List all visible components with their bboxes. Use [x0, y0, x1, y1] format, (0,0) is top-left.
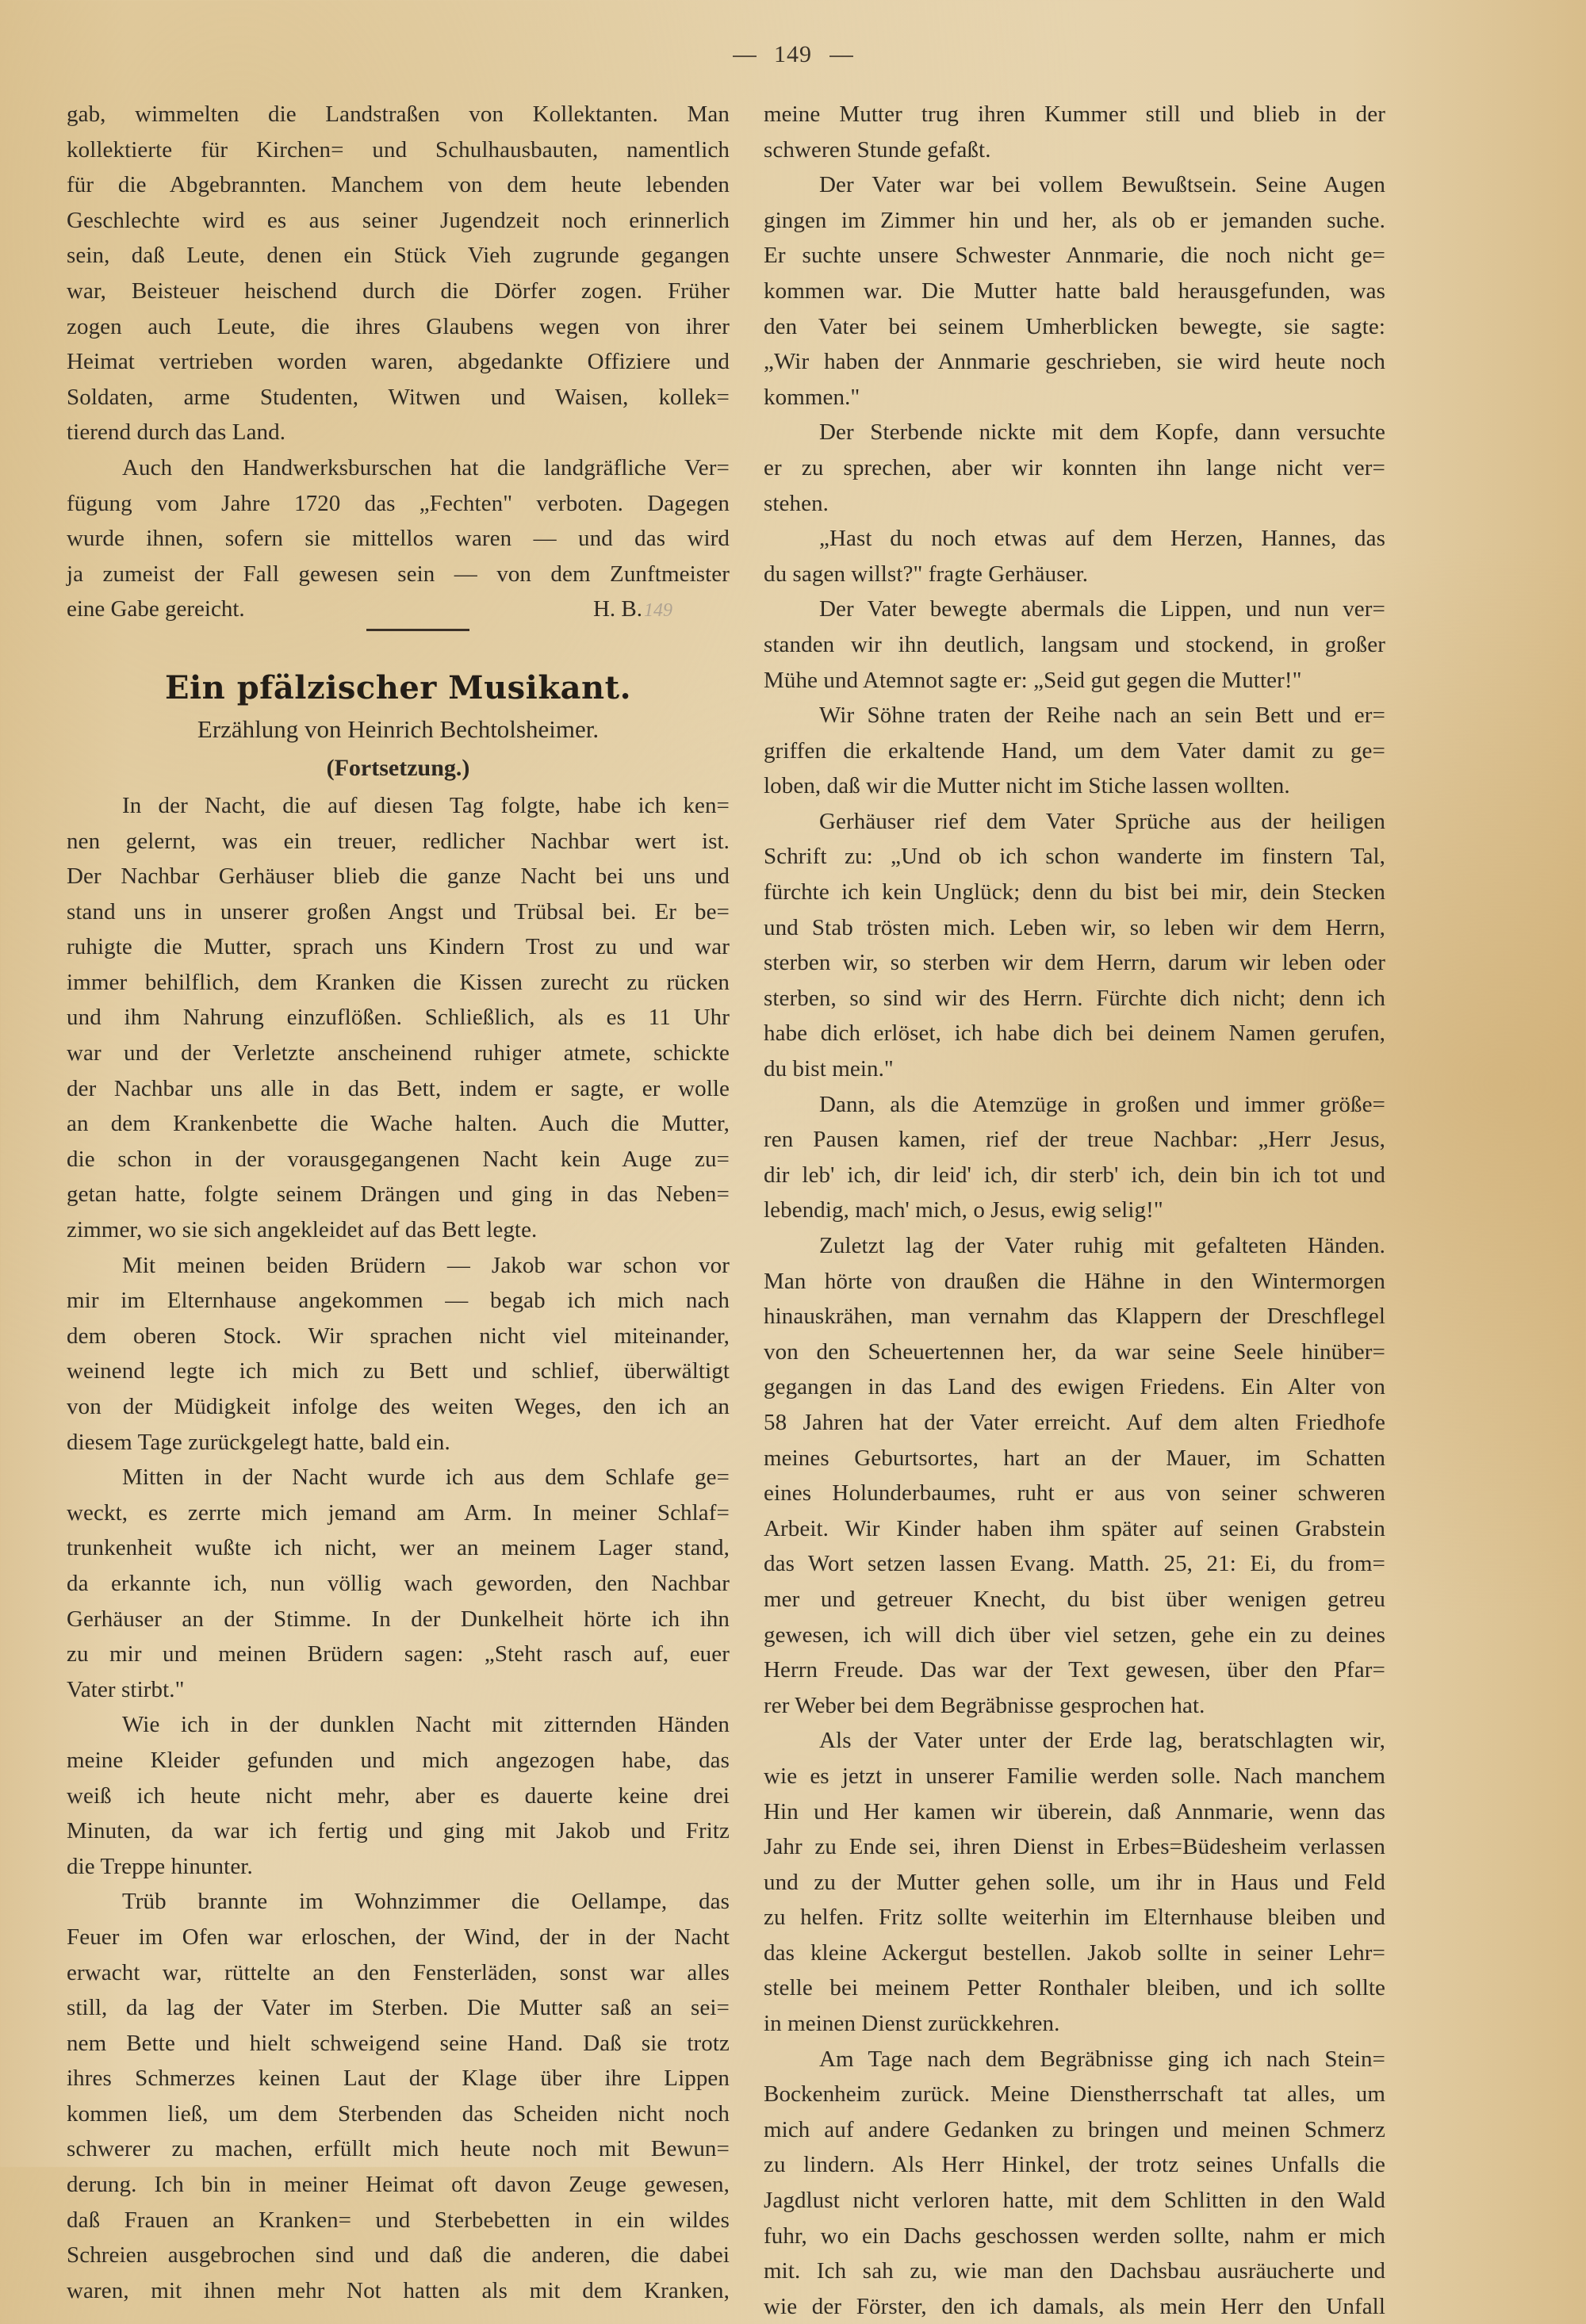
text-line: Mit meinen beiden Brüdern — Jakob war schon vor	[122, 1252, 730, 1278]
text-line: kollektierte für Kirchen= und Schulhausbauten, namentlich	[67, 136, 730, 163]
text-line: waren, mit ihnen mehr Not hatten als mit dem Kranken,	[67, 2277, 730, 2303]
text-line: zu lindern. Als Herr Hinkel, der trotz seines Unfalls die	[764, 2152, 1385, 2178]
paragraph	[764, 1087, 1385, 1228]
intro-last-line: eine Gabe gereicht.	[67, 596, 245, 622]
signature-row	[67, 592, 730, 627]
text-line: meine Kleider gefunden und mich angezogen habe, das	[67, 1747, 730, 1773]
text-line: wie der Förster, den ich damals, als mein Herr den Unfall	[764, 2293, 1385, 2319]
text-line: in meinen Dienst zurückkehren.	[764, 2011, 1060, 2037]
text-line: stelle bei meinem Petter Ronthaler bleiben, und ich sollte	[764, 1975, 1385, 2001]
author-signature	[593, 592, 672, 629]
text-line: derung. Ich bin in meiner Heimat oft davon Zeuge gewesen,	[67, 2172, 730, 2198]
paragraph	[764, 415, 1385, 521]
text-line: von der Müdigkeit infolge des weiten Weges, den ich an	[67, 1394, 730, 1419]
text-line: mich auf andere Gedanken zu bringen und meinen Schmerz	[764, 2116, 1385, 2142]
text-line: Der Nachbar Gerhäuser blieb die ganze Nacht bei uns und	[67, 863, 730, 890]
text-line: diesem Tage zurückgelegt hatte, bald ein.	[67, 1429, 450, 1455]
text-line: kommen."	[764, 384, 860, 410]
text-line: er zu sprechen, aber wir konnten ihn lange nicht ver=	[764, 454, 1385, 480]
text-line: den Vater bei seinem Umherblicken bewegte, sie sagte:	[764, 313, 1385, 339]
text-line: war und der Verletzte anscheinend ruhiger atmete, schickte	[67, 1040, 730, 1066]
text-line: wurde ihnen, sofern sie mittellos waren — und das wird	[67, 526, 730, 552]
text-line: stand uns in unserer großen Angst und Trübsal bei. Er be=	[67, 898, 730, 925]
text-line: an dem Krankenbette die Wache halten. Auch die Mutter,	[67, 1111, 730, 1137]
text-line: weiß ich heute nicht mehr, aber es dauerte keine drei	[67, 1782, 730, 1809]
text-line: Soldaten, arme Studenten, Witwen und Waisen, kollek=	[67, 384, 730, 410]
text-line: Dann, als die Atemzüge in großen und immer größe=	[819, 1091, 1385, 1117]
intro-paragraph	[67, 97, 730, 450]
text-line: zu mir und meinen Brüdern sagen: „Steht rasch auf, euer	[67, 1641, 730, 1667]
text-line: eines Holunderbaumes, ruht er aus von seiner schweren	[764, 1480, 1385, 1507]
text-line: kommen war. Die Mutter hatte bald herausgefunden, was	[764, 278, 1385, 304]
article-title: Ein pfälzischer Musikant.	[165, 668, 631, 706]
text-line: Er suchte unsere Schwester Annmarie, die noch nicht ge=	[764, 243, 1385, 269]
text-line: ruhigte die Mutter, sprach uns Kindern Trost zu und war	[67, 934, 730, 960]
text-line: das kleine Ackergut bestellen. Jakob sollte in seiner Lehr=	[764, 1939, 1385, 1966]
text-line: Wie ich in der dunklen Nacht mit zitternden Händen	[122, 1712, 730, 1738]
article-subtitle: Erzählung von Heinrich Bechtolsheimer.	[197, 714, 600, 743]
paragraph	[67, 97, 730, 450]
signature-initials: H. B.	[592, 596, 642, 622]
text-line: von den Scheuertennen her, da war seine Seele hinüber=	[764, 1338, 1385, 1365]
text-line: trunkenheit wußte ich nicht, wer an meinem Lager stand,	[67, 1535, 730, 1561]
paragraph	[764, 592, 1385, 698]
text-line: hinauskrähen, man vernahm das Klappern der Dreschflegel	[764, 1304, 1385, 1330]
text-line: griffen die erkaltende Hand, um dem Vater damit zu ge=	[764, 737, 1385, 764]
paragraph	[764, 97, 1385, 167]
text-line: Der Vater bewegte abermals die Lippen, und nun ver=	[819, 596, 1385, 622]
paragraph	[67, 1707, 730, 1884]
text-line: kommen ließ, um dem Sterbenden das Scheiden nicht noch	[67, 2100, 730, 2127]
text-line: Der Vater war bei vollem Bewußtsein. Seine Augen	[819, 172, 1385, 198]
text-line: dem oberen Stock. Wir sprachen nicht viel miteinander,	[67, 1323, 730, 1349]
text-line: stehen.	[764, 490, 829, 516]
page-number-dash-right	[829, 56, 853, 57]
text-line: für die Abgebrannten. Manchem von dem heute lebenden	[67, 172, 730, 198]
text-line: Als der Vater unter der Erde lag, beratschlagten wir,	[819, 1728, 1385, 1754]
text-line: „Hast du noch etwas auf dem Herzen, Hannes, das	[819, 526, 1385, 552]
text-line: zu helfen. Fritz sollte weiterhin im Elternhause bleiben und	[764, 1905, 1385, 1931]
text-line: Trüb brannte im Wohnzimmer die Oellampe, das	[122, 1889, 730, 1915]
paragraph	[764, 804, 1385, 1087]
article-continuation-note: (Fortsetzung.)	[326, 754, 470, 781]
paragraph	[67, 1248, 730, 1461]
text-line: ren Pausen kamen, rief der treue Nachbar: „Herr Jesus,	[764, 1127, 1385, 1153]
paragraph	[764, 698, 1385, 804]
text-line: ja zumeist der Fall gewesen sein — von dem Zunftmeister	[67, 561, 730, 587]
text-line: ihres Schmerzes keinen Laut der Klage über ihre Lippen	[67, 2066, 730, 2092]
text-line: In der Nacht, die auf diesen Tag folgte, habe ich ken=	[122, 792, 730, 818]
text-line: und zu der Mutter gehen solle, um ihr in Haus und Feld	[764, 1869, 1385, 1895]
text-line: Zuletzt lag der Vater ruhig mit gefalteten Händen.	[819, 1233, 1385, 1258]
text-line: fuhr, wo ein Dachs geschossen werden sollte, nahm er mich	[764, 2223, 1385, 2249]
text-line: Auch den Handwerksburschen hat die landgräfliche Ver=	[122, 454, 730, 480]
text-line: zogen auch Leute, die ihres Glaubens wegen von ihrer	[67, 313, 730, 339]
text-line: die Treppe hinunter.	[67, 1853, 253, 1879]
text-line: sterben, so sind wir des Herrn. Fürchte dich nicht; denn ich	[764, 985, 1385, 1011]
text-line: Mitten in der Nacht wurde ich aus dem Schlafe ge=	[122, 1464, 730, 1491]
intro-paragraph	[67, 450, 730, 592]
text-line: meine Mutter trug ihren Kummer still und blieb in der	[764, 101, 1385, 127]
text-line: mir im Elternhause angekommen — begab ich mich nach	[67, 1288, 730, 1314]
paragraph	[67, 450, 730, 592]
paragraph	[764, 2042, 1385, 2324]
text-line: Mühe und Atemnot sagte er: „Seid gut gegen die Mutter!"	[764, 667, 1302, 693]
text-line: wie es jetzt in unserer Familie werden solle. Nach manchem	[764, 1763, 1385, 1789]
paragraph	[764, 1723, 1385, 2041]
paragraph	[67, 788, 730, 1248]
text-line: Wir Söhne traten der Reihe nach an sein Bett und er=	[819, 703, 1385, 729]
text-line: still, da lag der Vater im Sterben. Die Mutter saß an sei=	[67, 1995, 730, 2021]
text-line: daß Frauen an Kranken= und Sterbebetten in ein wildes	[67, 2207, 730, 2233]
text-line: Der Sterbende nickte mit dem Kopfe, dann versuchte	[819, 419, 1385, 446]
text-line: Jahr zu Ende sei, ihren Dienst in Erbes=Büdesheim verlassen	[764, 1834, 1385, 1860]
article-header	[67, 666, 730, 788]
text-line: gegangen in das Land des ewigen Friedens. Ein Alter von	[764, 1374, 1385, 1400]
paragraph	[67, 1884, 730, 2308]
text-line: zimmer, wo sie sich angekleidet auf das Bett legte.	[67, 1217, 538, 1243]
text-line: Man hörte von draußen die Hähne in den Wintermorgen	[764, 1268, 1385, 1294]
text-line: Minuten, da war ich fertig und ging mit Jakob und Fritz	[67, 1818, 730, 1844]
text-line: schwerer zu machen, erfüllt mich heute noch mit Bewun=	[67, 2136, 730, 2162]
text-line: Arbeit. Wir Kinder haben ihm später auf seinen Grabstein	[764, 1515, 1385, 1541]
page-number: 149	[774, 41, 812, 67]
text-line: das Wort setzen lassen Evang. Matth. 25, 21: Ei, du from=	[764, 1551, 1385, 1577]
text-line: 58 Jahren hat der Vater erreicht. Auf dem alten Friedhofe	[764, 1409, 1385, 1435]
text-line: tierend durch das Land.	[67, 419, 286, 446]
section-separator	[366, 629, 469, 631]
text-line: Vater stirbt."	[67, 1676, 185, 1702]
text-line: Schrift zu: „Und ob ich schon wanderte im finstern Tal,	[764, 844, 1385, 870]
text-line: schweren Stunde gefaßt.	[764, 136, 991, 163]
text-line: du sagen willst?" fragte Gerhäuser.	[764, 561, 1089, 587]
text-line: loben, daß wir die Mutter nicht im Stiche lassen wollten.	[764, 773, 1290, 799]
text-line: habe dich erlöset, ich habe dich bei deinem Namen gerufen,	[764, 1020, 1385, 1047]
text-line: mer und getreuer Knecht, du bist über wenigen getreu	[764, 1586, 1385, 1612]
left-column	[67, 97, 730, 2308]
text-line: nen gelernt, was ein treuer, redlicher Nachbar wert ist.	[67, 828, 730, 854]
text-line: der Nachbar uns alle in das Bett, indem er sagte, er wolle	[67, 1075, 730, 1101]
text-line: Geschlechte wird es aus seiner Jugendzeit noch erinnerlich	[67, 207, 730, 233]
paragraph	[764, 1228, 1385, 1723]
text-line: da erkannte ich, nun völlig wach geworden, den Nachbar	[67, 1570, 730, 1596]
text-line: und ihm Nahrung einzuflößen. Schließlich, als es 11 Uhr	[67, 1005, 730, 1031]
text-line: fürchte ich kein Unglück; denn du bist bei mir, dein Stecken	[764, 879, 1385, 905]
text-line: sein, daß Leute, denen ein Stück Vieh zugrunde gegangen	[67, 243, 730, 269]
text-line: meines Geburtsortes, hart an der Mauer, im Schatten	[764, 1445, 1385, 1471]
text-line: Herrn Freude. Das war der Text gewesen, über den Pfar=	[764, 1657, 1385, 1683]
story-body-left	[67, 788, 730, 2309]
text-line: und Stab trösten mich. Leben wir, so leben wir dem Herrn,	[764, 914, 1385, 940]
story-body-right	[764, 97, 1385, 2324]
paragraph	[764, 521, 1385, 592]
text-line: Gerhäuser an der Stimme. In der Dunkelheit hörte ich ihn	[67, 1606, 730, 1632]
page-number-header	[0, 41, 1586, 68]
text-line: nem Bette und hielt schweigend seine Hand. Daß sie trotz	[67, 2030, 730, 2056]
text-line: lebendig, mach' mich, o Jesus, ewig selig!"	[764, 1197, 1163, 1223]
text-line: die schon in der vorausgegangenen Nacht kein Auge zu=	[67, 1146, 730, 1172]
text-line: Bockenheim zurück. Meine Dienstherrschaft tat alles, um	[764, 2081, 1385, 2108]
text-line: dir leb' ich, dir leid' ich, dir sterb' ich, dein bin ich tot und	[764, 1162, 1385, 1188]
text-line: Hin und Her kamen wir überein, daß Annmarie, wenn das	[764, 1798, 1385, 1824]
text-line: „Wir haben der Annmarie geschrieben, sie wird heute noch	[764, 349, 1385, 375]
text-line: gab, wimmelten die Landstraßen von Kollektanten. Man	[67, 101, 730, 127]
right-column	[764, 97, 1385, 2324]
text-line: Jagdlust nicht verloren hatte, mit dem Schlitten in den Wald	[764, 2188, 1385, 2214]
text-line: rer Weber bei dem Begräbnisse gesprochen hat.	[764, 1692, 1205, 1718]
text-line: sterben wir, so sterben wir dem Herrn, darum wir leben oder	[764, 950, 1385, 976]
text-line: Feuer im Ofen war erloschen, der Wind, der in der Nacht	[67, 1924, 730, 1950]
text-line: Am Tage nach dem Begräbnisse ging ich nach Stein=	[819, 2046, 1385, 2072]
page-number-dash-left	[733, 56, 757, 57]
text-line: weckt, es zerrte mich jemand am Arm. In meiner Schlaf=	[67, 1499, 730, 1526]
text-line: standen wir ihn deutlich, langsam und stockend, in großer	[764, 631, 1385, 657]
paragraph	[67, 1460, 730, 1707]
text-line: war, Beisteuer heischend durch die Dörfer zogen. Früher	[67, 278, 730, 304]
text-line: gewesen, ich will dich über viel setzen, gehe ein zu deines	[764, 1621, 1385, 1648]
text-line: immer behilflich, dem Kranken die Kissen zurecht zu rücken	[67, 969, 730, 995]
text-line: fügung vom Jahre 1720 das „Fechten" verboten. Dagegen	[67, 490, 730, 516]
text-line: gingen im Zimmer hin und her, als ob er jemanden suche.	[764, 207, 1385, 233]
text-line: weinend legte ich mich zu Bett und schlief, überwältigt	[67, 1358, 730, 1384]
text-line: Gerhäuser rief dem Vater Sprüche aus der heiligen	[819, 808, 1385, 834]
pencil-annotation: 149	[644, 600, 672, 622]
text-line: du bist mein."	[764, 1056, 894, 1082]
paragraph	[764, 167, 1385, 415]
text-line: mit. Ich sah zu, wie man den Dachsbau ausräucherte und	[764, 2258, 1385, 2284]
text-line: Schreien ausgebrochen sind und daß die anderen, die dabei	[67, 2242, 730, 2268]
text-line: Heimat vertrieben worden waren, abgedankte Offiziere und	[67, 349, 730, 375]
text-line: erwacht war, rüttelte an den Fensterläden, sonst war alles	[67, 1959, 730, 1985]
text-line: getan hatte, folgte seinem Drängen und ging in das Neben=	[67, 1181, 730, 1208]
